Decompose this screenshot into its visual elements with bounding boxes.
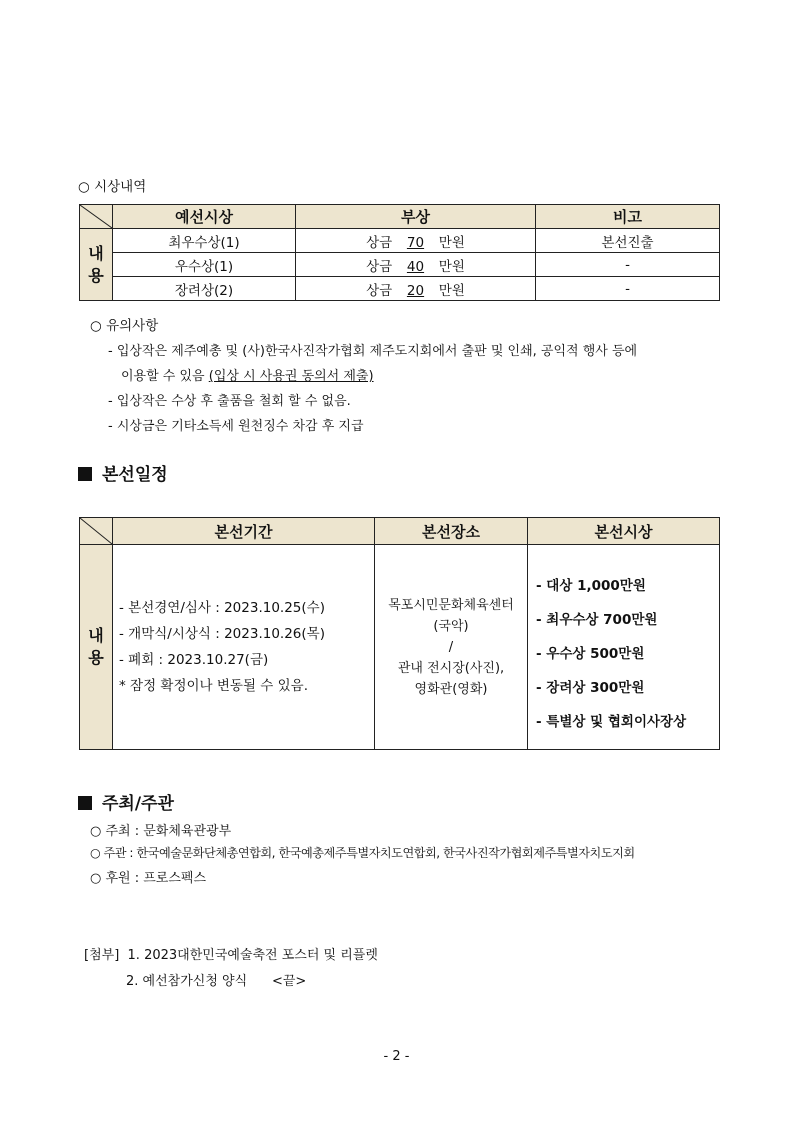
note-item-3: - 시상금은 기타소득세 원천징수 차감 후 지급 (108, 419, 364, 434)
notes-heading: ○ 유의사항 (90, 318, 159, 334)
schedule-table (79, 517, 720, 750)
note-item-1-cont: 이용할 수 있음 (입상 시 사용권 동의서 제출) (121, 369, 374, 384)
period-line: - 개막식/시상식 : 2023.10.26(목) (119, 626, 325, 642)
square-bullet-icon (78, 796, 92, 810)
diagonal-header-cell (80, 518, 113, 545)
square-bullet-icon (78, 467, 92, 481)
award-prize: 상금 20 만원 (296, 277, 536, 301)
final-venue-cell: 목포시민문화체육센터 (국악) / 관내 전시장(사진), 영화관(영화) (375, 545, 528, 750)
award-note: - (536, 253, 720, 277)
header-final-venue: 본선장소 (375, 518, 528, 545)
header-remark: 비고 (536, 205, 720, 229)
note-item-2: - 입상작은 수상 후 출품을 철회 할 수 없음. (108, 394, 351, 409)
period-line: - 본선경연/심사 : 2023.10.25(수) (119, 600, 325, 616)
header-final-award: 본선시상 (528, 518, 720, 545)
content-side-label: 내 용 (80, 229, 113, 301)
host-line: ○ 주최 : 문화체육관광부 (90, 824, 232, 839)
award-prize: 상금 70 만원 (296, 229, 536, 253)
prize-line: - 우수상 500만원 (536, 646, 645, 662)
note-item-1: - 입상작은 제주예총 및 (사)한국사진작가협회 제주도지회에서 출판 및 인쇄, 공익적 행사 등에 (108, 344, 638, 359)
attachment-line-2: 2. 예선참가신청 양식 <끝> (126, 974, 307, 989)
awards-heading: ○ 시상내역 (78, 179, 147, 195)
host-title: 주최/주관 (78, 789, 174, 814)
diagonal-header-cell (80, 205, 113, 229)
prize-line: - 특별상 및 협회이사장상 (536, 714, 687, 730)
attachment-line-1: [첨부] 1. 2023대한민국예술축전 포스터 및 리플렛 (84, 948, 378, 963)
sponsor-line: ○ 후원 : 프로스펙스 (90, 871, 207, 886)
content-side-label: 내 용 (80, 545, 113, 750)
schedule-title: 본선일정 (78, 460, 168, 485)
award-note: - (536, 277, 720, 301)
award-table (79, 204, 720, 301)
header-final-period: 본선기간 (113, 518, 375, 545)
award-name: 우수상(1) (113, 253, 296, 277)
organizer-line: ○ 주관 : 한국예술문화단체총연합회, 한국예총제주특별자치도연합회, 한국사진작가협회제주특별자치도지회 (90, 846, 635, 860)
period-line: - 폐회 : 2023.10.27(금) (119, 652, 269, 668)
prize-line: - 최우수상 700만원 (536, 612, 658, 628)
award-name: 최우수상(1) (113, 229, 296, 253)
final-period-cell (113, 545, 375, 750)
prize-line: - 장려상 300만원 (536, 680, 645, 696)
award-prize: 상금 40 만원 (296, 253, 536, 277)
page-number: - 2 - (383, 1049, 410, 1064)
prize-line: - 대상 1,000만원 (536, 578, 646, 594)
header-prize: 부상 (296, 205, 536, 229)
award-note: 본선진출 (536, 229, 720, 253)
header-prelim-award: 예선시상 (113, 205, 296, 229)
final-award-cell (528, 545, 720, 750)
period-note: * 잠정 확정이나 변동될 수 있음. (119, 678, 308, 694)
award-name: 장려상(2) (113, 277, 296, 301)
